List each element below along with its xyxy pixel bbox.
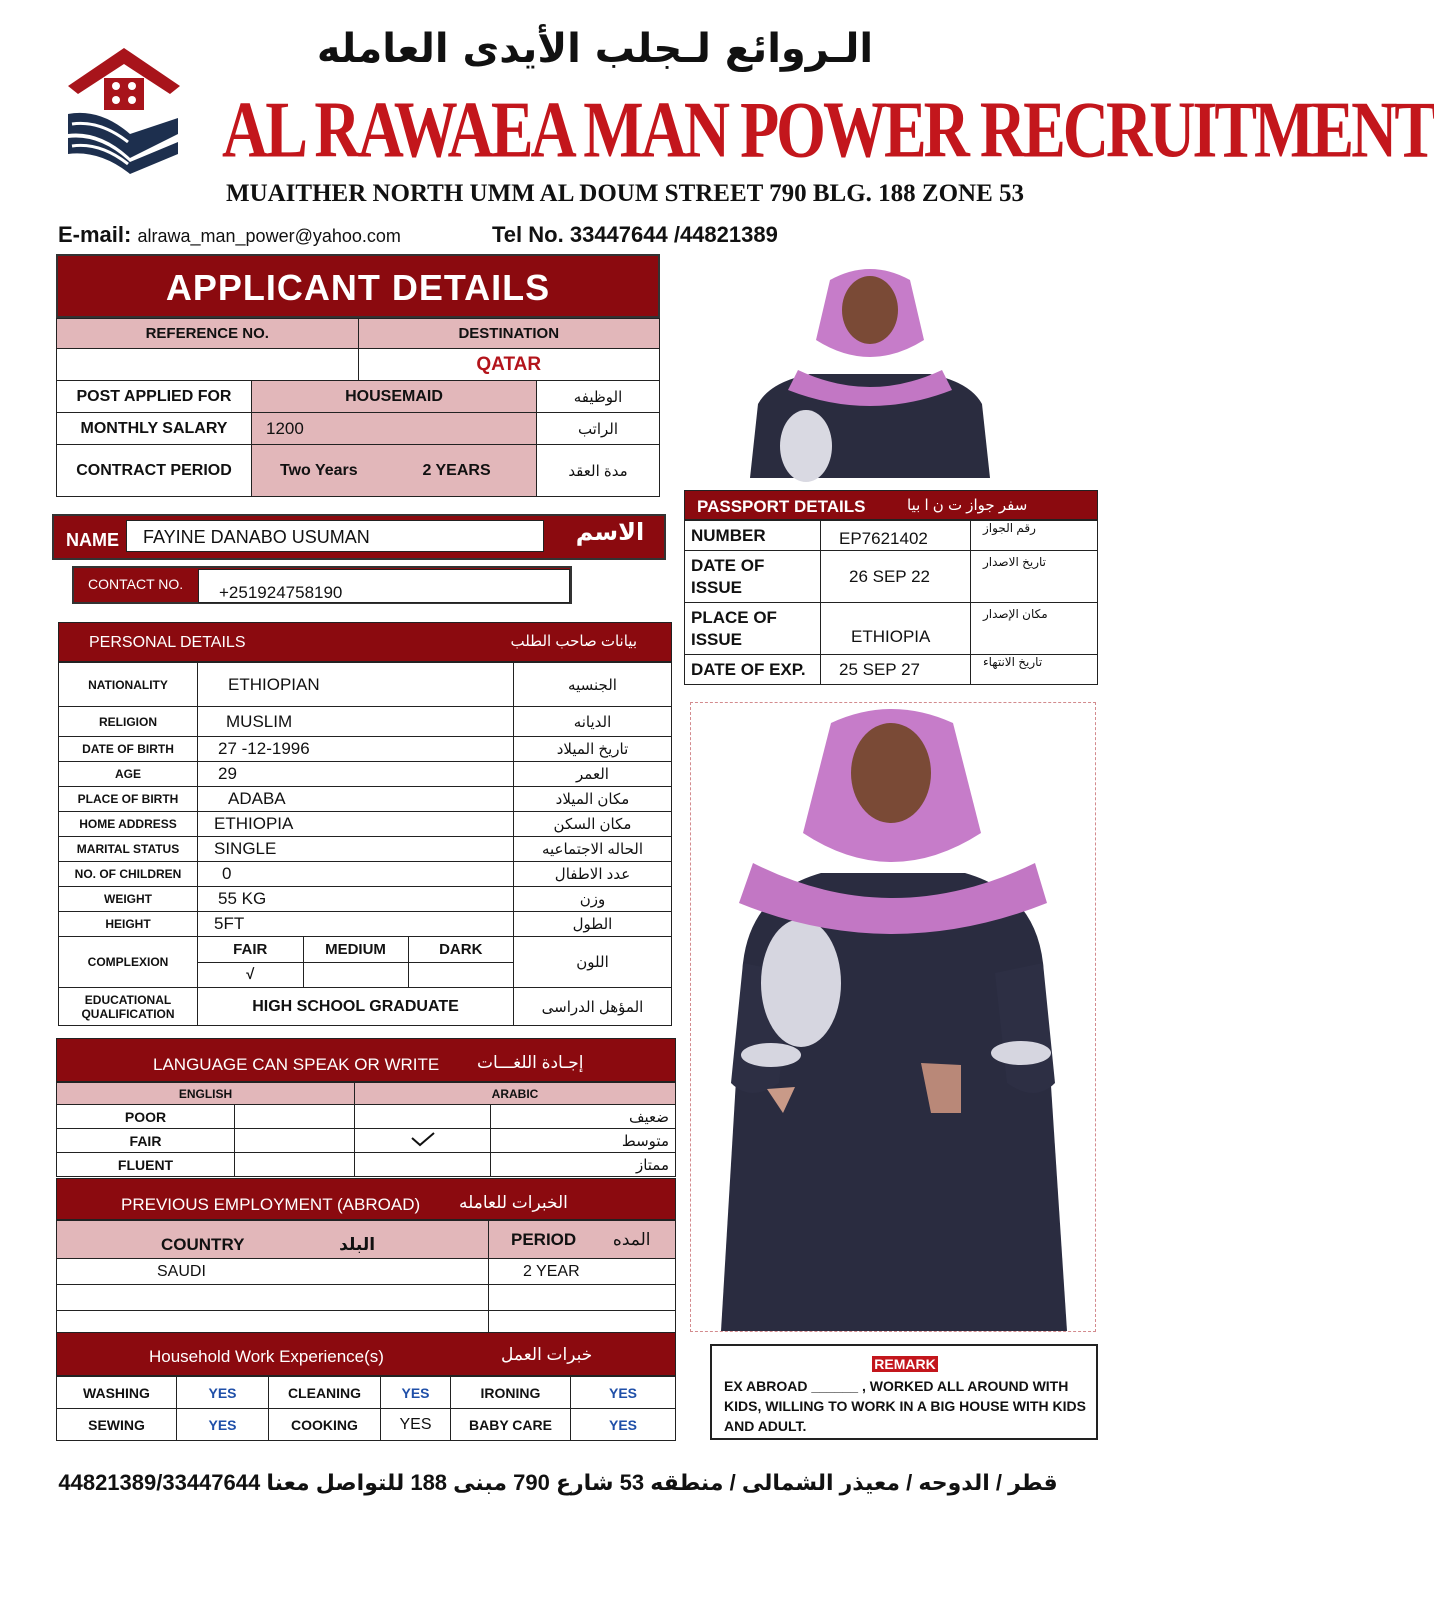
cleaning-value: YES xyxy=(381,1377,451,1409)
period-label: PERIOD xyxy=(511,1229,577,1249)
personal-details-table xyxy=(58,662,672,1026)
cooking-value: YES xyxy=(381,1409,451,1441)
nationality-ar: الجنسيه xyxy=(514,663,672,707)
language-header xyxy=(56,1038,676,1082)
babycare-label: BABY CARE xyxy=(451,1409,571,1441)
passport-place-ar: مكان الإصدار xyxy=(971,603,1098,655)
cooking-label: COOKING xyxy=(269,1409,381,1441)
country-label: COUNTRY xyxy=(161,1234,245,1254)
passport-place-label: PLACE OF ISSUE xyxy=(685,603,821,655)
complexion-fair: FAIR xyxy=(198,937,303,962)
language-poor-ar: ضعيف xyxy=(491,1105,676,1129)
remark-title: REMARK xyxy=(874,1356,936,1372)
language-poor-english xyxy=(235,1105,355,1129)
children-value: 0 xyxy=(198,862,514,887)
household-title-ar: خبرات العمل xyxy=(501,1345,593,1364)
applicant-photo-full xyxy=(690,702,1096,1332)
contract-value-2: 2 YEARS xyxy=(422,461,491,479)
ironing-value: YES xyxy=(571,1377,676,1409)
salary-ar: الراتب xyxy=(537,413,660,445)
washing-label: WASHING xyxy=(57,1377,177,1409)
pob-ar: مكان الميلاد xyxy=(514,787,672,812)
contract-value xyxy=(252,445,537,497)
passport-number-value: EP7621402 xyxy=(821,521,971,551)
complexion-fair-mark: √ xyxy=(198,962,303,987)
language-fair-label: FAIR xyxy=(57,1129,235,1153)
weight-value: 55 KG xyxy=(198,887,514,912)
passport-issue-date-label: DATE OF ISSUE xyxy=(685,551,821,603)
education-value: HIGH SCHOOL GRADUATE xyxy=(198,988,514,1026)
complexion-dark: DARK xyxy=(408,937,513,962)
weight-ar: وزن xyxy=(514,887,672,912)
complexion-label: COMPLEXION xyxy=(59,937,198,988)
passport-number-ar: رقم الجواز xyxy=(971,521,1098,551)
post-value: HOUSEMAID xyxy=(252,381,537,413)
ironing-label: IRONING xyxy=(451,1377,571,1409)
email-line xyxy=(58,222,401,248)
reference-value xyxy=(57,349,359,381)
age-ar: العمر xyxy=(514,762,672,787)
remark-title-row xyxy=(724,1356,1086,1376)
passport-expiry-value: 25 SEP 27 xyxy=(821,655,971,685)
passport-table xyxy=(684,520,1098,685)
marital-ar: الحاله الاجتماعيه xyxy=(514,837,672,862)
footer-contact: قطر / الدوحه / معيذر الشمالى / منطقه 53 شارع 790 مبنى 188 للتواصل معنا 44821389/33447644 xyxy=(58,1470,1058,1495)
nationality-value: ETHIOPIAN xyxy=(198,663,514,707)
name-ar: الاسم xyxy=(575,519,645,546)
personal-title: PERSONAL DETAILS xyxy=(89,634,246,651)
company-address: MUAITHER NORTH UMM AL DOUM STREET 790 BLG. 188 ZONE 53 xyxy=(225,180,1025,207)
destination-label: DESTINATION xyxy=(358,319,660,349)
language-fluent-english xyxy=(235,1153,355,1177)
post-ar: الوظيفه xyxy=(537,381,660,413)
marital-value: SINGLE xyxy=(198,837,514,862)
babycare-value: YES xyxy=(571,1409,676,1441)
contract-label: CONTRACT PERIOD xyxy=(57,445,252,497)
salary-value: 1200 xyxy=(252,413,537,445)
tel-line xyxy=(492,222,778,248)
arabic-company-name: الـروائع لـجلب الأيدى العامله xyxy=(316,26,874,72)
language-fair-arabic xyxy=(355,1129,491,1153)
employment-header xyxy=(56,1178,676,1220)
passport-expiry-label: DATE OF EXP. xyxy=(685,655,821,685)
employment-country-1: SAUDI xyxy=(57,1259,489,1285)
contact-label: CONTACT NO. xyxy=(88,576,184,592)
passport-header xyxy=(684,490,1098,520)
reference-label: REFERENCE NO. xyxy=(57,319,359,349)
language-col-arabic: ARABIC xyxy=(355,1083,676,1105)
passport-title: PASSPORT DETAILS xyxy=(697,497,866,516)
sewing-label: SEWING xyxy=(57,1409,177,1441)
company-name: AL RAWAEA MAN POWER RECRUITMENT xyxy=(222,85,1434,174)
language-table xyxy=(56,1082,676,1177)
reference-destination-table xyxy=(56,318,660,381)
household-table xyxy=(56,1376,676,1441)
post-label: POST APPLIED FOR xyxy=(57,381,252,413)
nationality-label: NATIONALITY xyxy=(59,663,198,707)
personal-details-header xyxy=(58,622,672,662)
children-label: NO. OF CHILDREN xyxy=(59,862,198,887)
washing-value: YES xyxy=(177,1377,269,1409)
religion-ar: الديانه xyxy=(514,707,672,737)
pob-value: ADABA xyxy=(198,787,514,812)
complexion-medium: MEDIUM xyxy=(303,937,408,962)
company-logo xyxy=(60,38,188,178)
personal-title-ar: بيانات صاحب الطلب xyxy=(510,633,637,650)
email-label: E-mail: xyxy=(58,222,132,247)
employment-country-header xyxy=(57,1221,489,1259)
tel-label: Tel No. xyxy=(492,222,564,247)
language-fluent-arabic xyxy=(355,1153,491,1177)
complexion-medium-mark xyxy=(303,962,408,987)
email-value[interactable]: alrawa_man_power@yahoo.com xyxy=(137,226,401,246)
household-header xyxy=(56,1332,676,1376)
contact-value: +251924758190 xyxy=(198,569,570,603)
remark-text: EX ABROAD ______ , WORKED ALL AROUND WITH KIDS, WILLING TO WORK IN A BIG HOUSE WITH KIDS AND ADULT. xyxy=(724,1378,1086,1434)
language-fluent-ar: ممتاز xyxy=(491,1153,676,1177)
remark-box xyxy=(710,1344,1098,1440)
language-poor-label: POOR xyxy=(57,1105,235,1129)
language-fair-ar: متوسط xyxy=(491,1129,676,1153)
contract-ar: مدة العقد xyxy=(537,445,660,497)
employment-period-2 xyxy=(489,1285,676,1311)
employment-title-ar: الخبرات للعامله xyxy=(459,1193,568,1212)
language-col-english: ENGLISH xyxy=(57,1083,355,1105)
employment-period-header xyxy=(489,1221,676,1259)
complexion-dark-mark xyxy=(408,962,513,987)
home-address-ar: مكان السكن xyxy=(514,812,672,837)
passport-number-label: NUMBER xyxy=(685,521,821,551)
employment-table xyxy=(56,1220,676,1337)
employment-country-2 xyxy=(57,1285,489,1311)
complexion-ar: اللون xyxy=(514,937,672,988)
passport-title-ar: سفر جواز ت ن ا بيا xyxy=(907,497,1028,514)
weight-label: WEIGHT xyxy=(59,887,198,912)
home-address-label: HOME ADDRESS xyxy=(59,812,198,837)
pob-label: PLACE OF BIRTH xyxy=(59,787,198,812)
period-ar: المده xyxy=(612,1229,651,1249)
height-ar: الطول xyxy=(514,912,672,937)
name-label: NAME xyxy=(66,530,119,550)
dob-ar: تاريخ الميلاد xyxy=(514,737,672,762)
name-value: FAYINE DANABO USUMAN xyxy=(126,520,544,552)
age-value: 29 xyxy=(198,762,514,787)
dob-value: 27 -12-1996 xyxy=(198,737,514,762)
destination-value: QATAR xyxy=(358,349,660,381)
applicant-details-title: APPLICANT DETAILS xyxy=(56,254,660,318)
age-label: AGE xyxy=(59,762,198,787)
language-fluent-label: FLUENT xyxy=(57,1153,235,1177)
religion-label: RELIGION xyxy=(59,707,198,737)
education-label: EDUCATIONAL QUALIFICATION xyxy=(59,988,198,1026)
country-ar: البلد xyxy=(339,1234,376,1254)
height-value: 5FT xyxy=(198,912,514,937)
passport-place-value: ETHIOPIA xyxy=(821,603,971,655)
passport-issue-date-value: 26 SEP 22 xyxy=(821,551,971,603)
language-fair-english xyxy=(235,1129,355,1153)
complexion-grid xyxy=(198,937,514,988)
children-ar: عدد الاطفال xyxy=(514,862,672,887)
language-poor-arabic xyxy=(355,1105,491,1129)
home-address-value: ETHIOPIA xyxy=(198,812,514,837)
cleaning-label: CLEANING xyxy=(269,1377,381,1409)
religion-value: MUSLIM xyxy=(198,707,514,737)
height-label: HEIGHT xyxy=(59,912,198,937)
language-title-ar: إجـادة اللغـــات xyxy=(477,1053,584,1072)
household-title: Household Work Experience(s) xyxy=(149,1347,384,1366)
person-full-body-icon xyxy=(691,703,1095,1331)
salary-label: MONTHLY SALARY xyxy=(57,413,252,445)
employment-title: PREVIOUS EMPLOYMENT (ABROAD) xyxy=(121,1195,421,1214)
employment-period-1: 2 YEAR xyxy=(489,1259,676,1285)
person-portrait-icon xyxy=(730,254,1010,478)
passport-issue-date-ar: تاريخ الاصدار xyxy=(971,551,1098,603)
post-table xyxy=(56,380,660,497)
language-title: LANGUAGE CAN SPEAK OR WRITE xyxy=(153,1055,440,1074)
passport-expiry-ar: تاريخ الانتهاء xyxy=(971,655,1098,685)
contract-value-1: Two Years xyxy=(280,461,358,479)
education-ar: المؤهل الدراسى xyxy=(514,988,672,1026)
tel-value: 33447644 /44821389 xyxy=(569,222,778,247)
sewing-value: YES xyxy=(177,1409,269,1441)
applicant-photo-small xyxy=(730,254,1010,478)
checkmark-icon xyxy=(410,1131,436,1147)
dob-label: DATE OF BIRTH xyxy=(59,737,198,762)
marital-label: MARITAL STATUS xyxy=(59,837,198,862)
